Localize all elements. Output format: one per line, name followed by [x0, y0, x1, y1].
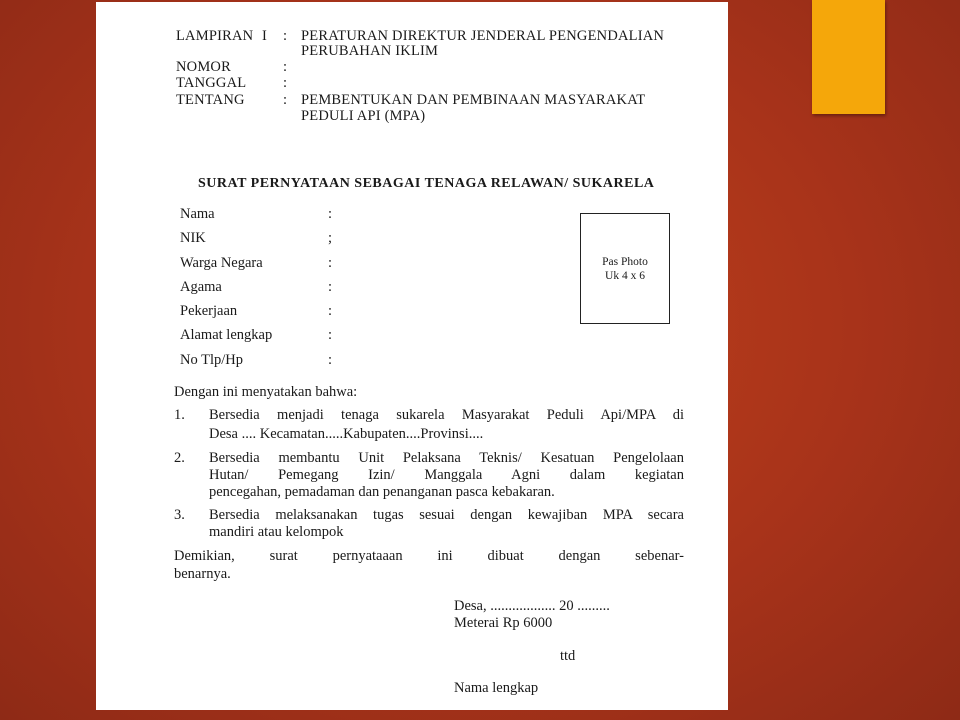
lampiran-colon: : — [283, 28, 288, 44]
tentang-colon: : — [283, 92, 288, 108]
document-page — [96, 2, 728, 710]
photo-placeholder — [580, 213, 670, 324]
field-label-agama: Agama — [180, 279, 222, 295]
signature-place-date: Desa, .................. 20 ......... — [454, 598, 610, 614]
field-colon-nik: ; — [328, 230, 333, 246]
item-1-number: 1. — [174, 407, 185, 423]
field-colon-warga-negara: : — [328, 255, 333, 271]
closing-line1: Demikian, surat pernyataaan ini dibuat dengan sebenar- — [174, 548, 684, 564]
tentang-value-line2: PEDULI API (MPA) — [301, 108, 426, 124]
lampiran-number: I — [262, 28, 268, 44]
nomor-label: NOMOR — [176, 59, 231, 75]
tanggal-colon: : — [283, 75, 288, 91]
photo-label-line2: Uk 4 x 6 — [605, 269, 645, 282]
tentang-label: TENTANG — [176, 92, 245, 108]
tanggal-label: TANGGAL — [176, 75, 247, 91]
lampiran-label: LAMPIRAN — [176, 28, 254, 44]
field-label-pekerjaan: Pekerjaan — [180, 303, 238, 319]
field-label-nama: Nama — [180, 206, 215, 222]
signature-materai: Meterai Rp 6000 — [454, 615, 553, 631]
signature-name: Nama lengkap — [454, 680, 539, 696]
item-1-line2: Desa .... Kecamatan.....Kabupaten....Provinsi.... — [209, 426, 484, 442]
photo-label-line1: Pas Photo — [602, 255, 648, 268]
nomor-colon: : — [283, 59, 288, 75]
field-label-no-tlp: No Tlp/Hp — [180, 352, 243, 368]
closing-line2: benarnya. — [174, 566, 231, 582]
field-colon-pekerjaan: : — [328, 303, 333, 319]
signature-ttd: ttd — [560, 648, 576, 664]
document-title: SURAT PERNYATAAN SEBAGAI TENAGA RELAWAN/ SUKARELA — [198, 176, 655, 191]
item-3-line2: mandiri atau kelompok — [209, 524, 344, 540]
field-label-nik: NIK — [180, 230, 206, 246]
accent-square — [812, 0, 885, 114]
lampiran-value-line1: PERATURAN DIREKTUR JENDERAL PENGENDALIAN — [301, 28, 665, 44]
item-2-line2: Hutan/ Pemegang Izin/ Manggala Agni dalam kegiatan — [209, 467, 684, 483]
item-2-line3: pencegahan, pemadaman dan penanganan pasca kebakaran. — [209, 484, 555, 500]
item-2-line1: Bersedia membantu Unit Pelaksana Teknis/ Kesatuan Pengelolaan — [209, 450, 684, 466]
field-colon-alamat: : — [328, 327, 333, 343]
item-3-number: 3. — [174, 507, 185, 523]
field-colon-no-tlp: : — [328, 352, 333, 368]
lampiran-value-line2: PERUBAHAN IKLIM — [301, 43, 439, 59]
item-2-number: 2. — [174, 450, 185, 466]
field-colon-nama: : — [328, 206, 333, 222]
item-3-line1: Bersedia melaksanakan tugas sesuai dengan kewajiban MPA secara — [209, 507, 684, 523]
field-colon-agama: : — [328, 279, 333, 295]
field-label-warga-negara: Warga Negara — [180, 255, 263, 271]
tentang-value-line1: PEMBENTUKAN DAN PEMBINAAN MASYARAKAT — [301, 92, 646, 108]
item-1-line1: Bersedia menjadi tenaga sukarela Masyarakat Peduli Api/MPA di — [209, 407, 684, 423]
field-label-alamat: Alamat lengkap — [180, 327, 273, 343]
statement-intro: Dengan ini menyatakan bahwa: — [174, 384, 358, 400]
